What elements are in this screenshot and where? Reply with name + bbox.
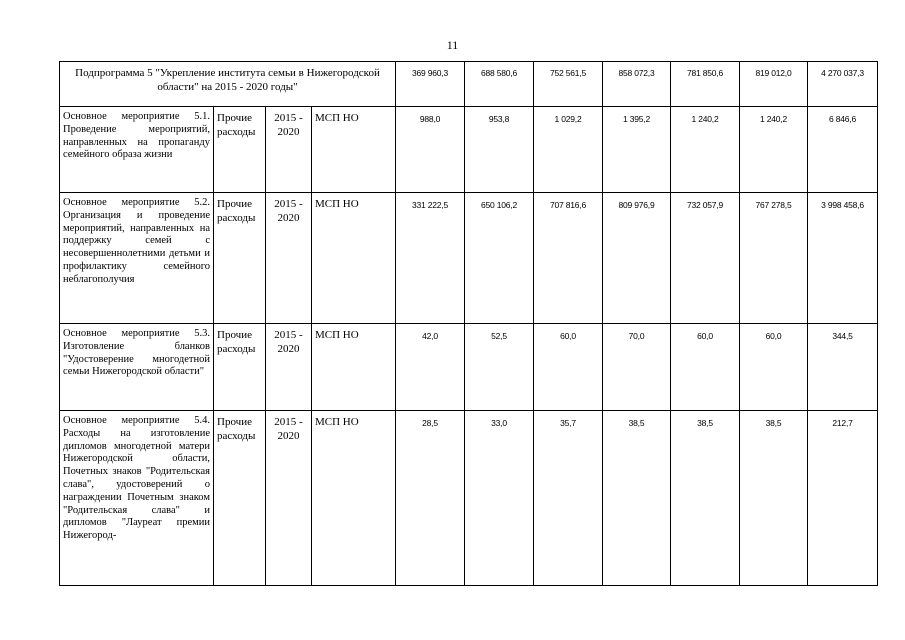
value-cell: 988,0: [396, 107, 465, 193]
value-cell: 858 072,3: [603, 62, 671, 107]
value-cell: 70,0: [603, 324, 671, 411]
period: 2015 - 2020: [266, 107, 312, 193]
activity-name: Основное мероприятие 5.3. Изготовление бланков "Удостоверение многодетной семьи Нижегородской области": [60, 324, 214, 411]
value-cell: 809 976,9: [603, 193, 671, 324]
value-cell: 60,0: [740, 324, 808, 411]
value-cell: 1 240,2: [740, 107, 808, 193]
subprogram-title: Подпрограмма 5 "Укрепление института семьи в Нижегородской области" на 2015 - 2020 годы": [60, 62, 396, 107]
activity-name: Основное мероприятие 5.1. Проведение мероприятий, направленных на пропаганду семейного образа жизни: [60, 107, 214, 193]
value-cell: 369 960,3: [396, 62, 465, 107]
value-cell: 28,5: [396, 411, 465, 586]
value-cell: 38,5: [603, 411, 671, 586]
executor: МСП НО: [312, 411, 396, 586]
value-cell: 953,8: [465, 107, 534, 193]
executor: МСП НО: [312, 193, 396, 324]
expense-type: Прочие расходы: [214, 324, 266, 411]
period: 2015 - 2020: [266, 193, 312, 324]
period: 2015 - 2020: [266, 411, 312, 586]
value-cell: 35,7: [534, 411, 603, 586]
value-cell: 38,5: [740, 411, 808, 586]
value-cell: 752 561,5: [534, 62, 603, 107]
value-cell: 650 106,2: [465, 193, 534, 324]
value-cell: 707 816,6: [534, 193, 603, 324]
activity-name: Основное мероприятие 5.2. Организация и проведение мероприятий, направленных на поддержку семей с несовершеннолетними детьми и профилактику семейного неблагополучия: [60, 193, 214, 324]
expense-type: Прочие расходы: [214, 193, 266, 324]
value-cell: 42,0: [396, 324, 465, 411]
total-cell: 344,5: [808, 324, 878, 411]
value-cell: 819 012,0: [740, 62, 808, 107]
funding-table: [59, 61, 878, 586]
expense-type: Прочие расходы: [214, 107, 266, 193]
total-cell: 4 270 037,3: [808, 62, 878, 107]
value-cell: 60,0: [534, 324, 603, 411]
value-cell: 781 850,6: [671, 62, 740, 107]
total-cell: 6 846,6: [808, 107, 878, 193]
executor: МСП НО: [312, 324, 396, 411]
value-cell: 33,0: [465, 411, 534, 586]
period: 2015 - 2020: [266, 324, 312, 411]
value-cell: 1 029,2: [534, 107, 603, 193]
value-cell: 60,0: [671, 324, 740, 411]
value-cell: 52,5: [465, 324, 534, 411]
executor: МСП НО: [312, 107, 396, 193]
expense-type: Прочие расходы: [214, 411, 266, 586]
value-cell: 1 395,2: [603, 107, 671, 193]
table-row: [60, 324, 878, 411]
total-cell: 212,7: [808, 411, 878, 586]
activity-name: Основное мероприятие 5.4. Расходы на изготовление дипломов многодетной матери Нижегородской области, Почетных знаков "Родительская слава", удостоверений о награждении Почетным знаком "Родительская слава" и дипломов "Лауреат премии Нижегород-: [60, 411, 214, 586]
table-row: [60, 107, 878, 193]
value-cell: 732 057,9: [671, 193, 740, 324]
total-cell: 3 998 458,6: [808, 193, 878, 324]
subprogram-row: [60, 62, 878, 107]
value-cell: 38,5: [671, 411, 740, 586]
page-number: 11: [446, 38, 459, 52]
table-row: [60, 193, 878, 324]
value-cell: 331 222,5: [396, 193, 465, 324]
value-cell: 688 580,6: [465, 62, 534, 107]
table-row: [60, 411, 878, 586]
value-cell: 767 278,5: [740, 193, 808, 324]
value-cell: 1 240,2: [671, 107, 740, 193]
